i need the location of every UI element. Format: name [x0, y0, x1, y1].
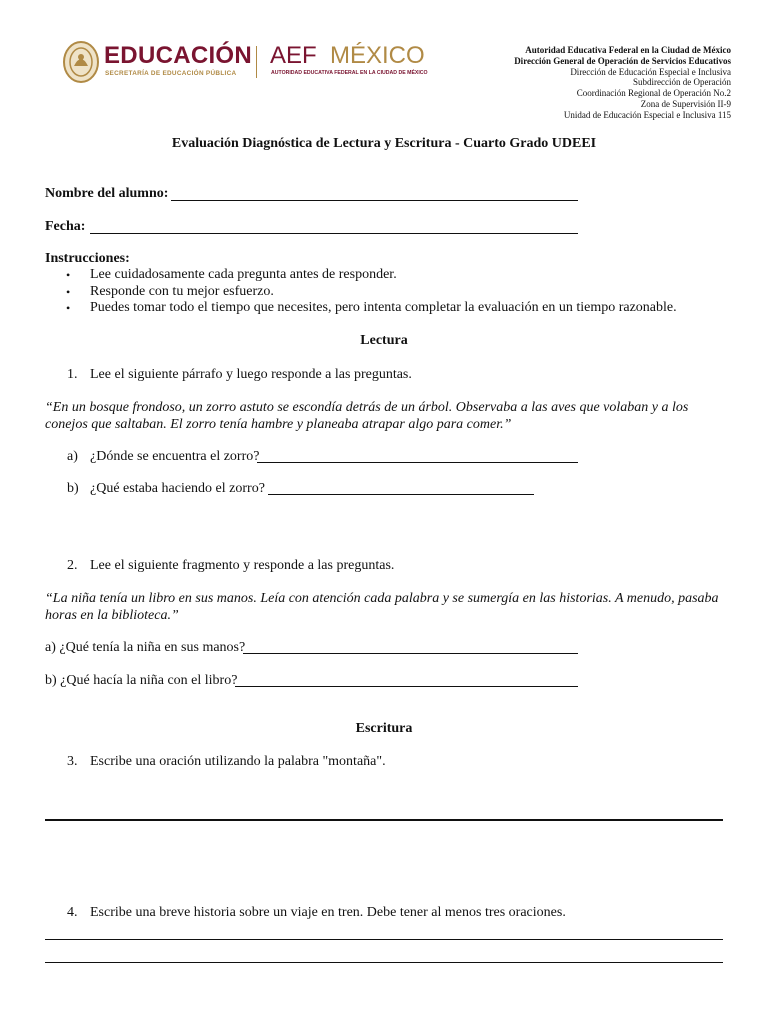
- date-field[interactable]: [90, 233, 578, 234]
- section-heading-escritura: Escritura: [355, 721, 413, 736]
- header-line-1: Autoridad Educativa Federal en la Ciudad de México: [525, 45, 731, 55]
- question-number: 2.: [67, 558, 78, 573]
- bullet-icon: •: [66, 268, 71, 282]
- date-label: Fecha:: [45, 219, 86, 234]
- header-line-4: Subdirección de Operación: [633, 77, 731, 88]
- student-name-label: Nombre del alumno:: [45, 186, 169, 201]
- answer-4-line-2[interactable]: [45, 962, 723, 963]
- answer-2a-field[interactable]: [243, 653, 578, 654]
- question-4-prompt: Escribe una breve historia sobre un viaje en tren. Debe tener al menos tres oraciones.: [90, 905, 566, 920]
- sub-question-letter: b): [67, 481, 79, 496]
- student-name-field[interactable]: [171, 200, 578, 201]
- sub-question-letter: a): [67, 449, 78, 464]
- seal-logo-icon: [62, 40, 100, 84]
- header-line-2: Dirección General de Operación de Servicios Educativos: [514, 55, 731, 66]
- answer-4-line-1[interactable]: [45, 939, 723, 940]
- reading-passage-1: [45, 399, 725, 433]
- instruction-item: Lee cuidadosamente cada pregunta antes de responder.: [90, 267, 397, 282]
- question-3-prompt: Escribe una oración utilizando la palabra "montaña".: [90, 754, 386, 769]
- passage-line: conejos que saltaban. El zorro tenía hambre y planeaba atrapar algo para comer.”: [45, 417, 512, 432]
- question-number: 3.: [67, 754, 78, 769]
- instruction-item: Puedes tomar todo el tiempo que necesites, pero intenta completar la evaluación en un tiempo razonable.: [90, 300, 677, 315]
- question-2-prompt: Lee el siguiente fragmento y responde a las preguntas.: [90, 558, 395, 573]
- header-line-7: Unidad de Educación Especial e Inclusiva 115: [563, 109, 731, 120]
- logo-mexico-text: MÉXICO: [330, 42, 425, 69]
- question-number: 4.: [67, 905, 78, 920]
- instructions-heading: Instrucciones:: [45, 251, 130, 266]
- instruction-item: Responde con tu mejor esfuerzo.: [90, 284, 274, 299]
- passage-line: “En un bosque frondoso, un zorro astuto se escondía detrás de un árbol. Observaba a las aves que volaban y a los: [45, 400, 689, 415]
- logo-educacion-subtitle: SECRETARÍA DE EDUCACIÓN PÚBLICA: [105, 70, 237, 77]
- logo-divider: [256, 46, 257, 78]
- passage-line: “La niña tenía un libro en sus manos. Leía con atención cada palabra y se sumergía en las historias. A menudo, pasaba: [45, 591, 719, 606]
- header-line-3: Dirección de Educación Especial e Inclusiva: [570, 66, 731, 77]
- answer-2b-field[interactable]: [235, 686, 578, 687]
- bullet-icon: •: [66, 301, 71, 315]
- answer-1b-field[interactable]: [268, 494, 534, 495]
- question-2a-text: a) ¿Qué tenía la niña en sus manos?: [45, 640, 246, 655]
- logo-aef-subtitle: AUTORIDAD EDUCATIVA FEDERAL EN LA CIUDAD DE MÉXICO: [271, 70, 428, 76]
- answer-3-field[interactable]: [45, 819, 723, 821]
- logo-educacion-text: EDUCACIÓN: [104, 42, 253, 69]
- passage-line: horas en la biblioteca.”: [45, 608, 179, 623]
- question-1-prompt: Lee el siguiente párrafo y luego responde a las preguntas.: [90, 367, 412, 382]
- institution-header: [514, 45, 731, 121]
- question-number: 1.: [67, 367, 78, 382]
- answer-1a-field[interactable]: [257, 462, 578, 463]
- reading-passage-2: [45, 590, 725, 624]
- bullet-icon: •: [66, 285, 71, 299]
- logo-aef-text: AEF: [270, 42, 317, 69]
- section-heading-lectura: Lectura: [360, 333, 408, 348]
- header-line-6: Zona de Supervisión II-9: [640, 98, 731, 109]
- document-title: Evaluación Diagnóstica de Lectura y Escritura - Cuarto Grado UDEEI: [171, 136, 597, 151]
- question-1b-text: ¿Qué estaba haciendo el zorro?: [90, 481, 265, 496]
- header-line-5: Coordinación Regional de Operación No.2: [576, 88, 731, 99]
- question-1a-text: ¿Dónde se encuentra el zorro?: [90, 449, 260, 464]
- question-2b-text: b) ¿Qué hacía la niña con el libro?: [45, 673, 238, 688]
